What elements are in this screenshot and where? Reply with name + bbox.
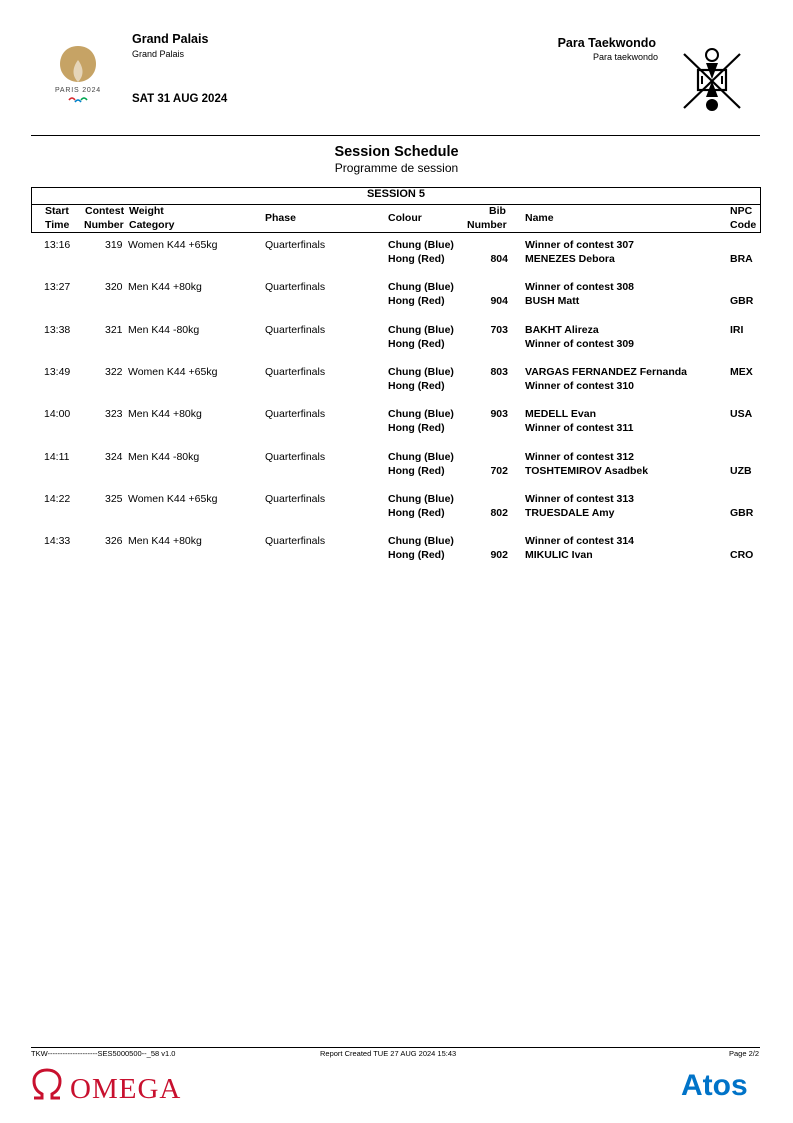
- atos-logo: [680, 1066, 764, 1102]
- colour-blue-cell: Chung (Blue): [388, 451, 454, 463]
- colour-red-cell: Hong (Red): [388, 507, 445, 519]
- start-time-cell: 13:16: [44, 239, 71, 251]
- sport-subtitle: Para taekwondo: [592, 52, 658, 62]
- bib-number-cell: 803: [490, 366, 508, 378]
- event-date: SAT 31 AUG 2024: [132, 93, 228, 105]
- npc-code-cell: UZB: [730, 465, 752, 477]
- contest-number-cell: 319: [105, 239, 123, 251]
- athlete-name-cell: Winner of contest 308: [525, 281, 635, 293]
- venue-subtitle: Grand Palais: [132, 49, 185, 59]
- agitos-icon: [69, 98, 87, 102]
- svg-text:PARIS 2024: PARIS 2024: [54, 87, 102, 94]
- col-bib-line2: Number: [467, 219, 507, 231]
- athlete-name-cell: BAKHT Alireza: [525, 324, 599, 336]
- athlete-name-cell: BUSH Matt: [525, 295, 580, 307]
- contest-number-cell: 326: [105, 535, 123, 547]
- col-weight-line1: Weight: [129, 205, 164, 217]
- colour-red-cell: Hong (Red): [388, 295, 445, 307]
- weight-category-cell: Men K44 -80kg: [128, 324, 200, 336]
- bib-number-cell: 802: [490, 507, 508, 519]
- start-time-cell: 13:27: [44, 281, 71, 293]
- sport-title: Para Taekwondo: [557, 36, 656, 50]
- col-npc-line1: NPC: [730, 205, 753, 217]
- athlete-name-cell: Winner of contest 311: [525, 422, 634, 434]
- npc-code-cell: GBR: [730, 507, 754, 519]
- footer-page-number: Page 2/2: [728, 1049, 759, 1058]
- colour-blue-cell: Chung (Blue): [388, 408, 454, 420]
- colour-red-cell: Hong (Red): [388, 465, 445, 477]
- phase-cell: Quarterfinals: [265, 493, 326, 505]
- bib-number-cell: 902: [490, 549, 508, 561]
- npc-code-cell: GBR: [730, 295, 754, 307]
- athlete-name-cell: Winner of contest 310: [525, 380, 635, 392]
- flame-icon: [60, 46, 96, 82]
- omega-symbol-icon: [34, 1070, 60, 1098]
- colour-blue-cell: Chung (Blue): [388, 239, 454, 251]
- bib-number-cell: 703: [490, 324, 508, 336]
- colour-red-cell: Hong (Red): [388, 253, 445, 265]
- athlete-name-cell: MENEZES Debora: [525, 253, 615, 265]
- phase-cell: Quarterfinals: [265, 366, 326, 378]
- contest-number-cell: 321: [105, 324, 123, 336]
- colour-blue-cell: Chung (Blue): [388, 281, 454, 293]
- phase-cell: Quarterfinals: [265, 324, 326, 336]
- col-contest-line1: Contest: [85, 205, 125, 217]
- document-title: Session Schedule: [334, 144, 459, 160]
- col-colour: Colour: [388, 212, 422, 224]
- session-label: SESSION 5: [366, 188, 426, 200]
- athlete-name-cell: Winner of contest 307: [525, 239, 635, 251]
- col-bib-line1: Bib: [489, 205, 506, 217]
- start-time-cell: 14:00: [44, 408, 71, 420]
- npc-code-cell: BRA: [730, 253, 753, 265]
- paris-2024-paralympic-emblem: [48, 42, 108, 112]
- phase-cell: Quarterfinals: [265, 239, 326, 251]
- start-time-cell: 14:11: [44, 451, 70, 463]
- start-time-cell: 13:49: [44, 366, 71, 378]
- athlete-name-cell: Winner of contest 312: [525, 451, 635, 463]
- weight-category-cell: Women K44 +65kg: [128, 239, 218, 251]
- contest-number-cell: 324: [105, 451, 123, 463]
- npc-code-cell: USA: [730, 408, 753, 420]
- phase-cell: Quarterfinals: [265, 535, 326, 547]
- column-header-row: [31, 203, 761, 233]
- athlete-name-cell: Winner of contest 309: [525, 338, 635, 350]
- npc-code-cell: CRO: [730, 549, 754, 561]
- footer-divider: [31, 1047, 760, 1048]
- bib-number-cell: 804: [490, 253, 508, 265]
- col-start-time-line2: Time: [45, 219, 70, 231]
- omega-logo: [30, 1068, 195, 1104]
- col-contest-line2: Number: [84, 219, 124, 231]
- contest-number-cell: 323: [105, 408, 123, 420]
- npc-code-cell: IRI: [730, 324, 744, 336]
- col-phase: Phase: [265, 212, 296, 224]
- athlete-name-cell: Winner of contest 314: [525, 535, 635, 547]
- phase-cell: Quarterfinals: [265, 281, 326, 293]
- venue-title: Grand Palais: [132, 32, 209, 46]
- header-divider: [31, 135, 760, 136]
- weight-category-cell: Men K44 +80kg: [128, 408, 202, 420]
- contest-number-cell: 325: [105, 493, 123, 505]
- athlete-name-cell: TRUESDALE Amy: [525, 507, 615, 519]
- athlete-name-cell: TOSHTEMIROV Asadbek: [525, 465, 649, 477]
- bib-number-cell: 904: [490, 295, 508, 307]
- weight-category-cell: Men K44 -80kg: [128, 451, 200, 463]
- athlete-name-cell: MEDELL Evan: [525, 408, 596, 420]
- footer-report-created: Report Created TUE 27 AUG 2024 15:43: [320, 1049, 457, 1058]
- contest-number-cell: 320: [105, 281, 123, 293]
- weight-category-cell: Women K44 +65kg: [128, 366, 218, 378]
- svg-text:Atos: Atos: [681, 1069, 748, 1102]
- col-name: Name: [525, 212, 554, 224]
- colour-blue-cell: Chung (Blue): [388, 535, 454, 547]
- athlete-name-cell: Winner of contest 313: [525, 493, 635, 505]
- col-npc-line2: Code: [730, 219, 757, 231]
- weight-category-cell: Women K44 +65kg: [128, 493, 218, 505]
- document-subtitle: Programme de session: [334, 161, 459, 175]
- col-weight-line2: Category: [129, 219, 175, 231]
- para-taekwondo-pictogram-icon: [680, 46, 744, 114]
- phase-cell: Quarterfinals: [265, 408, 326, 420]
- colour-blue-cell: Chung (Blue): [388, 324, 454, 336]
- contest-number-cell: 322: [105, 366, 123, 378]
- athlete-name-cell: VARGAS FERNANDEZ Fernanda: [525, 366, 687, 378]
- colour-red-cell: Hong (Red): [388, 549, 445, 561]
- colour-blue-cell: Chung (Blue): [388, 493, 454, 505]
- start-time-cell: 13:38: [44, 324, 71, 336]
- phase-cell: Quarterfinals: [265, 451, 326, 463]
- bib-number-cell: 702: [490, 465, 508, 477]
- bib-number-cell: 903: [490, 408, 508, 420]
- colour-blue-cell: Chung (Blue): [388, 366, 454, 378]
- col-start-time-line1: Start: [45, 205, 69, 217]
- footer-document-code: TKW--------------------SES5000500--_58 v1.0: [31, 1049, 176, 1058]
- svg-text:OMEGA: OMEGA: [70, 1073, 182, 1104]
- colour-red-cell: Hong (Red): [388, 380, 445, 392]
- start-time-cell: 14:33: [44, 535, 71, 547]
- colour-red-cell: Hong (Red): [388, 338, 445, 350]
- weight-category-cell: Men K44 +80kg: [128, 535, 202, 547]
- start-time-cell: 14:22: [44, 493, 71, 505]
- weight-category-cell: Men K44 +80kg: [128, 281, 202, 293]
- colour-red-cell: Hong (Red): [388, 422, 445, 434]
- athlete-name-cell: MIKULIC Ivan: [525, 549, 593, 561]
- npc-code-cell: MEX: [730, 366, 753, 378]
